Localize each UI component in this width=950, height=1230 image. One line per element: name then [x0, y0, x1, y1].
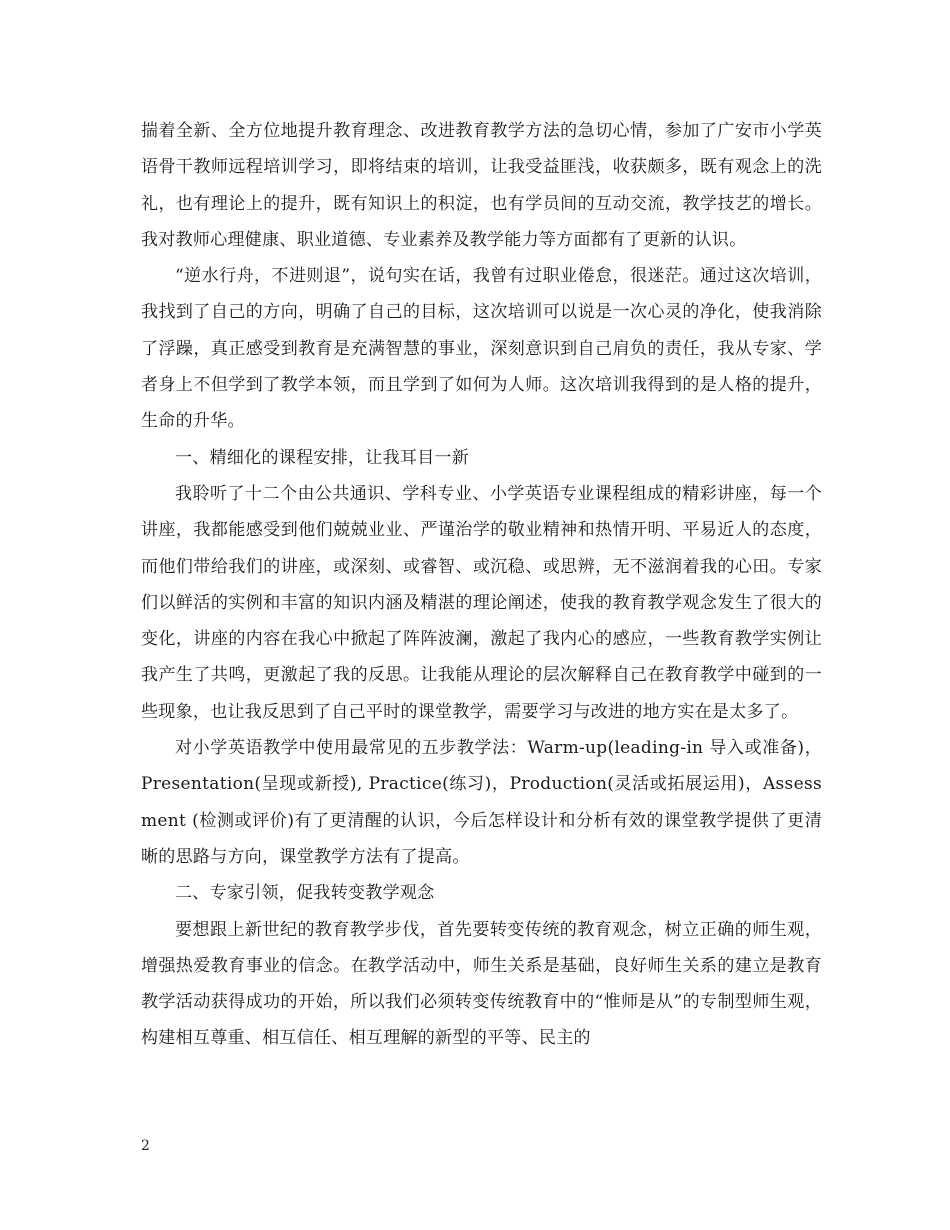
paragraph-2: “逆水行舟，不进则退”，说句实在话，我曾有过职业倦怠，很迷茫。通过这次培训，我找到了自己的方向，明确了自己的目标，这次培训可以说是一次心灵的净化，使我消除了浮躁，真正感受到教育是充满智慧的事业，深刻意识到自己肩负的责任，我从专家、学者身上不但学到了教学本领，而且学到了如何为人师。这次培训我得到的是人格的提升，生命的升华。 [141, 266, 822, 432]
document-body [141, 113, 822, 1057]
paragraph-5: 要想跟上新世纪的教育教学步伐，首先要转变传统的教育观念，树立正确的师生观，增强热爱教育事业的信念。在教学活动中，师生关系是基础，良好师生关系的建立是教育教学活动获得成功的开始，所以我们必须转变传统教育中的“惟师是从”的专制型师生观，构建相互尊重、相互信任、相互理解的新型的平等、民主的 [141, 919, 822, 1049]
paragraph-4: 对小学英语教学中使用最常见的五步教学法：Warm-up(leading-in 导入或准备)，Presentation(呈现或新授), Practice(练习)，Production(灵活或拓展运用)，Assessment (检测或评价)有了更清醒的认识，今后怎样设计和分析有效的课堂教学提供了更清晰的思路与方向，课堂教学方法有了提高。 [141, 738, 822, 867]
page-number: 2 [141, 1138, 150, 1154]
section-heading-2: 二、专家引领，促我转变教学观念 [175, 883, 435, 904]
paragraph-3: 我聆听了十二个由公共通识、学科专业、小学英语专业课程组成的精彩讲座，每一个讲座，我都能感受到他们兢兢业业、严谨治学的敬业精神和热情开明、平易近人的态度，而他们带给我们的讲座，或深刻、或睿智、或沉稳、或思辨，无不滋润着我的心田。专家们以鲜活的实例和丰富的知识内涵及精湛的理论阐述，使我的教育教学观念发生了很大的变化，讲座的内容在我心中掀起了阵阵波澜，激起了我内心的感应，一些教育教学实例让我产生了共鸣，更激起了我的反思。让我能从理论的层次解释自己在教育教学中碰到的一些现象，也让我反思到了自己平时的课堂教学，需要学习与改进的地方实在是太多了。 [141, 483, 822, 722]
paragraph-1: 揣着全新、全方位地提升教育理念、改进教育教学方法的急切心情，参加了广安市小学英语骨干教师远程培训学习，即将结束的培训，让我受益匪浅，收获颇多，既有观念上的洗礼，也有理论上的提升，既有知识上的积淀，也有学员间的互动交流，教学技艺的增长。我对教师心理健康、职业道德、专业素养及教学能力等方面都有了更新的认识。 [141, 121, 822, 250]
section-heading-1: 一、精细化的课程安排，让我耳目一新 [175, 447, 470, 468]
